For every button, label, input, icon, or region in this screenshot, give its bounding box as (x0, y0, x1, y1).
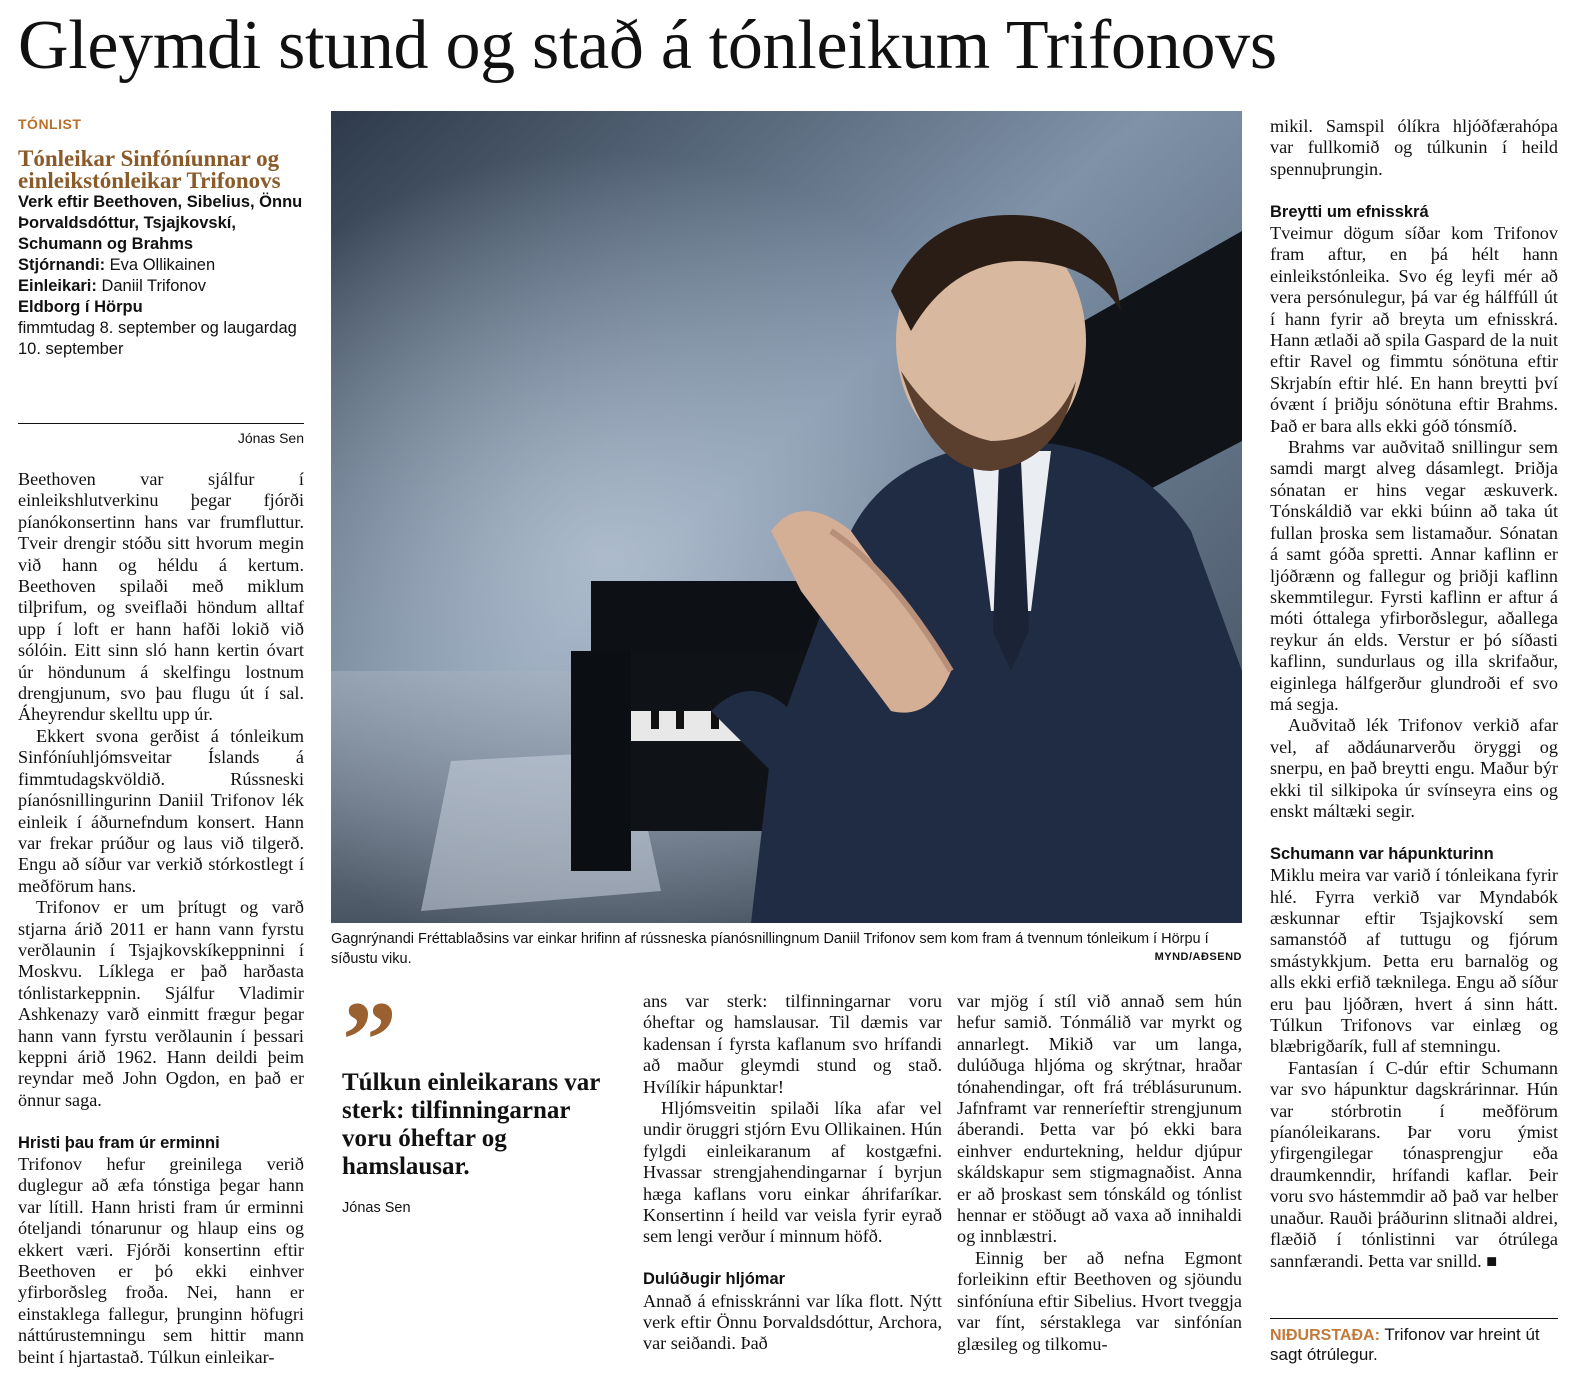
fact-dates: fimmtudag 8. september og laugardag 10. september (18, 319, 297, 358)
paragraph: Miklu meira var varið í tónleikana fyrir hlé. Fyrra verkið var Myndabók æskunnar eftir Tsjajkovskí sem samanstóð af tuttugu og fjórum smástykkjum. Þetta eru barnalög og alls ekki erfið tæknilega. Engu að síður eru þau ljóðræn, hvert á sinn hátt. Túlkun Trifonovs var einlæg og blæbrigðarík, full af stemningu. (1270, 865, 1558, 1057)
fact-soloist: Einleikari: Daniil Trifonov (18, 277, 207, 295)
photo-credit: MYND/AÐSEND (1154, 951, 1242, 963)
paragraph: Hljómsveitin spilaði líka afar vel undir öruggri stjórn Evu Ollikainen. Hún fylgdi einleikaranum af kostgæfni. Hvassar strengjahendingarnar í byrjun hæga kaflans voru einkar áhrifaríkar. Konsertinn í heild var veisla fyrir eyrað sem lengi verður í minnum höfð. (643, 1098, 942, 1247)
quote-mark-icon: ” (342, 979, 397, 1101)
paragraph: Tveimur dögum síðar kom Trifonov fram aftur, en þá hélt hann einleikstónleika. Svo ég leyfi mér að vera persónulegur, þá var ég hálffúll út í hann fyrir að breyta um efnisskrá. Hann ætlaði að spila Gaspard de la nuit eftir Ravel og fimmtu sónötuna eftir Skrjabín eftir hlé. En hann breytti því óvænt í þriðju sónötuna eftir Brahms. Það er bara alls ekki góð tónsmíð. (1270, 223, 1558, 436)
verdict-label: NIÐURSTAÐA: (1270, 1327, 1380, 1344)
fact-works: Verk eftir Beethoven, Sibelius, Önnu Þorvaldsdóttur, Tsjajkovskí, Schumann og Brahms (18, 193, 303, 253)
divider (1270, 1318, 1558, 1319)
verdict (1270, 1325, 1558, 1365)
subheading: Schumann var hápunkturinn (1270, 844, 1494, 863)
headline: Gleymdi stund og stað á tónleikum Trifonovs (18, 7, 1277, 84)
fact-conductor: Stjórnandi: Eva Ollikainen (18, 256, 216, 274)
pull-quote: Túlkun einleikarans var sterk: tilfinningarnar voru óheftar og hamslausar. (342, 1069, 600, 1180)
paragraph: Trifonov er um þrítugt og varð stjarna árið 2011 er hann vann fyrstu verðlaunin í Tsjajkovskíkeppninni í Moskvu. Líklega er það harðasta tónlistarkeppnin. Sjálfur Vladimir Ashkenazy varð einmitt frægur þegar hann vann fyrstu verðlaunin í þessari keppni árið 1962. Hann deildi þeim reyndar með John Ogdon, en það er önnur saga. (18, 897, 304, 1110)
subheading: Breytti um efnisskrá (1270, 202, 1429, 221)
section-kicker: TÓNLIST (18, 116, 82, 132)
paragraph: mikil. Samspil ólíkra hljóðfærahópa var fullkomið og túlkunin í heild spennuþrungin. (1270, 116, 1558, 179)
divider (18, 423, 304, 424)
paragraph: Annað á efnisskránni var líka flott. Nýtt verk eftir Önnu Þorvaldsdóttur, Archora, var seiðandi. Það (643, 1290, 942, 1354)
photo-caption: Gagnrýnandi Fréttablaðsins var einkar hrifinn af rússneska píanósnillingnum Daniil Trifonov sem kom fram á tvennum tónleikum í Hörpu í síðustu viku. MYND/AÐSEND (331, 931, 1242, 967)
paragraph: Auðvitað lék Trifonov verkið afar vel, af aðdáunarverðu öryggi og snerpu, en það breytti engu. Maður býr ekki til silkipoka úr svínseyra eins og enskt máltæki segir. (1270, 715, 1558, 821)
paragraph: Fantasían í C-dúr eftir Schumann var svo hápunktur dagskrárinnar. Hún var stórbrotin í meðförum píanóleikarans. Þar voru ýmist yfirgengilegar tónasprengjur eða draumkenndir, hrífandi kaflar. Þeir voru svo hástemmdir að það var helber unaður. Rauði þráðurinn slitnaði aldrei, flæðið í tónlistinni var ótrúlega sannfærandi. Þetta var snilld. ■ (1270, 1057, 1558, 1271)
verdict-text: Trifonov var hreint út sagt ótrúlegur. (1270, 1325, 1540, 1364)
subheading: Dulúðugir hljómar (643, 1270, 786, 1289)
byline: Jónas Sen (237, 430, 304, 446)
pull-quote-author: Jónas Sen (342, 1200, 411, 1216)
fact-title: Tónleikar Sinfóníunnar og einleikstónleikar Trifonovs (18, 146, 281, 193)
column-1 (18, 469, 304, 1368)
paragraph: ans var sterk: tilfinningarnar voru óheftar og hamslausar. Til dæmis var kadensan í fyrsta kaflanum svo hrífandi að maður gleymdi stund og stað. Hvílíkir hápunktar! (643, 991, 942, 1097)
column-3 (643, 991, 942, 1355)
column-4 (957, 991, 1242, 1355)
paragraph: Beethoven var sjálfur í einleikshlutverkinu þegar fjórði píanókonsertinn hans var frumfluttur. Tveir drengir stóðu sitt hvorum megin við hann og héldu á kertum. Beethoven spilaði með miklum tilþrifum, og sveiflaði höndum alltaf upp í loft er hann hafði lokið við sólóin. Eitt sinn sló hann kertin óvart úr höndunum á skelfingu lostnum drengjunum, svo þau flugu út í sal. Áheyrendur skelltu upp úr. (18, 469, 304, 725)
pianist-photo (331, 111, 1242, 923)
paragraph: Einnig ber að nefna Egmont forleikinn eftir Beethoven og sjöundu sinfóníuna eftir Sibelius. Hvort tveggja var fínt, sérstaklega var sinfónían glæsileg og tilkomu- (957, 1247, 1242, 1354)
paragraph: Trifonov hefur greinilega verið duglegur að æfa tónstiga þegar hann var lítill. Hann hristi fram úr erminni óteljandi tónarunur og hlaup eins og ekkert væri. Fjórði konsertinn eftir Beethoven er þó ekki einhver yfirborðsleg froða. Nei, hann er einstaklega fallegur, þrunginn höfugri náttúrustemningu sem hittir mann beint í hjartastað. Túlkun einleikar- (18, 1153, 304, 1367)
paragraph: var mjög í stíl við annað sem hún hefur samið. Tónmálið var myrkt og annarlegt. Mikið var um langa, dulúðuga hljóma og skrýtnar, hraðar tónahendingar, oft frá tréblásurunum. Jafnframt var renneríeftir strengjunum áberandi. Þetta var þó ekki bara einhver endurtekning, heldur djúpur skáldskapur sem stigmagnaðist. Anna er að þroskast sem tónskáld og tónlist hennar er stöðugt að vaxa að innihaldi og innblæstri. (957, 991, 1242, 1247)
subheading: Hristi þau fram úr erminni (18, 1133, 220, 1152)
paragraph: Brahms var auðvitað snillingur sem samdi margt alveg dásamlegt. Þriðja sónatan er hins vegar æskuverk. Tónskáldið var ekki búinn að taka út fullan þroska sem listamaður. Sónatan á samt góða spretti. Annar kaflinn er ljóðrænn og fallegur og þriðji kaflinn skemmtilegur. Fyrsti kaflinn er aftur á móti óttalega yfirborðslegur, aðallega reykur án elds. Verstur er þó síðasti kaflinn, sundurlaus og illa skrifaður, eiginlega hálfgerður glundroði ef svo má segja. (1270, 437, 1558, 714)
fact-venue: Eldborg í Hörpu (18, 298, 143, 316)
fact-box (18, 116, 304, 360)
column-5 (1270, 116, 1558, 1272)
paragraph: Ekkert svona gerðist á tónleikum Sinfóníuhljómsveitar Íslands á fimmtudagskvöldið. Rússneski píanósnillingurinn Daniil Trifonov lék einleik í áðurnefndum konsert. Hann var frekar prúður og laus við tilgerð. Engu að síður var verkið stórkostlegt í meðförum hans. (18, 725, 304, 896)
